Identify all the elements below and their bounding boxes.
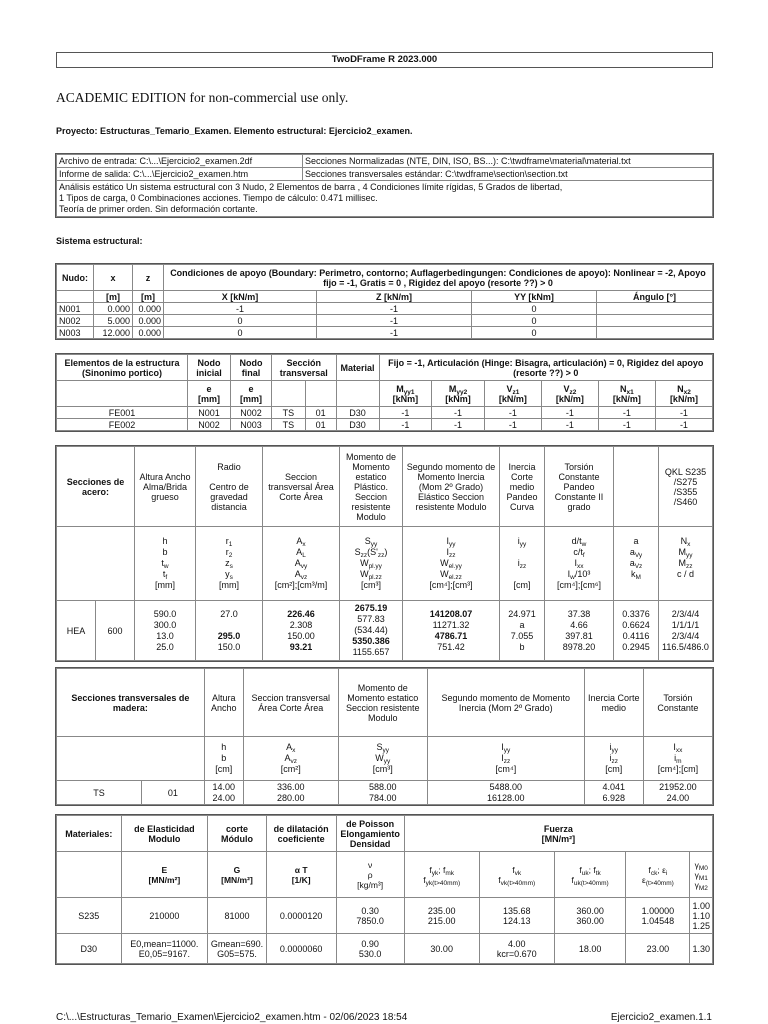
unit-my1: M bbox=[396, 383, 404, 394]
unit-knm: [kNm] bbox=[392, 393, 419, 404]
steel-data-row bbox=[57, 601, 713, 661]
col-nodo-final: Nodo final bbox=[231, 355, 272, 381]
section-name: TS bbox=[57, 781, 142, 805]
unit-kn: [kN/m] bbox=[669, 393, 698, 404]
sistema-heading: Sistema estructural: bbox=[56, 236, 143, 246]
unit-my2: M bbox=[448, 383, 457, 394]
radio-label: Radio bbox=[217, 461, 241, 472]
unit-cm4: [cm⁴] bbox=[495, 764, 517, 774]
cell: 295.0 bbox=[217, 630, 241, 641]
unit-nx1-sub: x1 bbox=[626, 388, 634, 396]
nodes-table bbox=[56, 264, 713, 339]
sym-alpha: α T bbox=[294, 864, 308, 875]
cell: 81000 bbox=[208, 898, 267, 934]
unit-my2-sub: yy2 bbox=[456, 388, 468, 396]
footer-path: C:\...\Estructuras_Temario_Examen\Ejercicio2_examen.htm - 02/06/2023 18:54 bbox=[56, 1012, 408, 1023]
cell: N002 bbox=[231, 407, 272, 419]
unit-Z: Z [kN/m] bbox=[317, 291, 472, 303]
cell: 226.46 bbox=[287, 608, 315, 619]
cell: 0 bbox=[164, 327, 317, 339]
footer-page: Ejercicio2_examen.1.1 bbox=[610, 1012, 712, 1023]
unit-e: [MN/m²] bbox=[148, 874, 181, 885]
wood-sections-table bbox=[56, 668, 713, 805]
cell: 1.30 bbox=[690, 934, 713, 964]
cell: -1 bbox=[598, 407, 655, 419]
unit-nx2: N bbox=[677, 383, 684, 394]
cell: 0 bbox=[472, 303, 597, 315]
cell: 577.83 bbox=[357, 614, 385, 624]
cell: FE002 bbox=[57, 419, 188, 431]
cell: 18.00 bbox=[554, 934, 626, 964]
cell: 8978.20 bbox=[562, 641, 596, 652]
cell: 235.00 bbox=[427, 905, 456, 916]
cell: 1.00 bbox=[692, 900, 710, 911]
cell: (534.44) bbox=[354, 625, 388, 635]
cell: 7850.0 bbox=[356, 915, 384, 926]
col-corte: corte Módulo bbox=[208, 816, 267, 852]
node-row bbox=[57, 315, 713, 327]
cell: -1 bbox=[164, 303, 317, 315]
unit-rho: [kg/m³] bbox=[357, 879, 384, 890]
col-altura: Altura Ancho Alma/Brida grueso bbox=[135, 447, 196, 527]
unit-x: [m] bbox=[94, 291, 133, 303]
cell: -1 bbox=[317, 315, 472, 327]
sym-g: G bbox=[233, 864, 241, 875]
cell: -1 bbox=[379, 407, 432, 419]
cell: 784.00 bbox=[369, 792, 397, 803]
section-num: 01 bbox=[142, 781, 205, 805]
unit-mm: [mm] bbox=[219, 580, 239, 590]
cell: 37.38 bbox=[567, 608, 591, 619]
sym-rho: ρ bbox=[367, 869, 373, 880]
unit-cm: [cm] bbox=[513, 580, 531, 590]
cell: Gmean=690. bbox=[210, 938, 264, 949]
cell: 2675.19 bbox=[354, 603, 388, 613]
unit-e1-mm: [mm] bbox=[198, 393, 220, 404]
cell: D30 bbox=[336, 419, 379, 431]
cell: 24.00 bbox=[666, 792, 690, 803]
element-row bbox=[57, 407, 713, 419]
col-nudo: Nudo: bbox=[57, 265, 94, 291]
cell: 0.000 bbox=[94, 303, 133, 315]
cell: E0,mean=11000. bbox=[130, 938, 199, 949]
sym-nu: ν bbox=[368, 859, 373, 870]
unit-vz2-sub: z2 bbox=[569, 388, 577, 396]
cell: 397.81 bbox=[565, 630, 593, 641]
unit-cm2: [cm²];[cm³/m] bbox=[274, 580, 328, 590]
cell: -1 bbox=[484, 419, 541, 431]
col-x: x bbox=[94, 265, 133, 291]
cell: E0,05=9167. bbox=[138, 948, 191, 959]
cell: 93.21 bbox=[289, 641, 313, 652]
cell: 124.13 bbox=[502, 915, 531, 926]
unit-kn: [kN/m] bbox=[612, 393, 641, 404]
cell: 2.308 bbox=[289, 619, 313, 630]
material-row-s235 bbox=[57, 898, 713, 934]
col-material: Material bbox=[336, 355, 379, 381]
cell: N003 bbox=[231, 419, 272, 431]
unit-vz1: V bbox=[506, 383, 513, 394]
section-size: 600 bbox=[96, 601, 135, 661]
cell: -1 bbox=[317, 327, 472, 339]
cell: 300.0 bbox=[153, 619, 177, 630]
unit-cmt: [cm⁴];[cm] bbox=[657, 764, 699, 774]
col-condiciones: Condiciones de apoyo (Boundary: Perimetro, contorno; Auflagerbedingungen: Condiciones de apoyo): Nonlinear = -2, Apoyo fijo = -1, Gratis = 0 , Rigidez del apoyo (resorte ??) > 0 bbox=[164, 265, 713, 291]
cell: 116.5/486.0 bbox=[662, 641, 709, 652]
cell: -1 bbox=[484, 407, 541, 419]
cell: 4.00 bbox=[507, 938, 526, 949]
cell: 5488.00 bbox=[489, 781, 523, 792]
cell: 0.000 bbox=[133, 315, 164, 327]
cell: 0.0000060 bbox=[266, 934, 336, 964]
cell: 01 bbox=[305, 407, 336, 419]
unit-e2: e bbox=[248, 383, 254, 394]
cell: 24.971 bbox=[508, 608, 536, 619]
centro-label: Centro de gravedad distancia bbox=[209, 481, 249, 512]
node-row bbox=[57, 327, 713, 339]
cell bbox=[198, 620, 260, 631]
cell: 0 bbox=[472, 315, 597, 327]
cell: -1 bbox=[541, 407, 598, 419]
cell: 141208.07 bbox=[429, 608, 473, 619]
cell bbox=[597, 327, 713, 339]
col-poisson: de Poisson Elongamiento Densidad bbox=[336, 816, 404, 852]
cell: 4.041 bbox=[602, 781, 626, 792]
cell: 1.04548 bbox=[641, 915, 675, 926]
material-name: D30 bbox=[57, 934, 122, 964]
unit-X: X [kN/m] bbox=[164, 291, 317, 303]
cell: 4.66 bbox=[570, 619, 588, 630]
cell: 135.68 bbox=[502, 905, 531, 916]
unit-e1: e bbox=[206, 383, 212, 394]
cell: kcr=0.670 bbox=[496, 948, 537, 959]
cell: 24.00 bbox=[212, 792, 236, 803]
col-fuerza bbox=[404, 816, 712, 852]
cell: 590.0 bbox=[153, 608, 177, 619]
cell bbox=[597, 315, 713, 327]
materials-symbols-row: E [MN/m²] G [MN/m²] α T [1/K] ν ρ [kg/m³] $f_{yk}$; $f_{mk}$ $f_{yk(t>40mm)}$ $f_{vk}$ $f_{vk(t>40mm)}$ $f_{uk}$; $f_{tk}$ $f_{uk(t>40mm)}$ $f_{ck}$; $\varepsilon_i$ $\varepsilon_{(t>40mm)}$ $\gamma_{M0}$ $\gamma_{M1}$ $\gamma_{M2}$ bbox=[57, 852, 713, 898]
cell: 30.00 bbox=[404, 934, 479, 964]
cell: 21952.00 bbox=[659, 781, 697, 792]
col-area: Seccion transversal Área Corte Área bbox=[263, 447, 340, 527]
col-momento: Momento de Momento estatico Seccion resistente Modulo bbox=[338, 669, 427, 737]
project-line: Proyecto: Estructuras_Temario_Examen. Elemento estructural: Ejercicio2_examen. bbox=[56, 126, 413, 136]
analysis-line-2: 1 Tipos de carga, 0 Combinaciones acciones. Tiempo de cálculo: 0.471 millisec. bbox=[59, 193, 378, 203]
cell: 1.00000 bbox=[641, 905, 675, 916]
cell bbox=[597, 303, 713, 315]
elements-table bbox=[56, 354, 713, 431]
cell: 0.3376 bbox=[622, 608, 650, 619]
cell: 150.0 bbox=[217, 641, 241, 652]
cell: -1 bbox=[432, 419, 485, 431]
unit-nx1: N bbox=[620, 383, 627, 394]
cell: 360.00 bbox=[576, 905, 604, 916]
cell: 1.25 bbox=[692, 920, 710, 931]
wood-symbols-row: h b [cm] $A_x$ $A_{vz}$ [cm²] $S_{yy}$ $W_{yy}$ [cm³] $I_{yy}$ $I_{zz}$ [cm⁴] $i_{yy}$ $i_{zz}$ [cm] $I_{xx}$ $i_m$ [cm⁴];[cm] bbox=[57, 737, 713, 781]
unit-cm2: [cm²] bbox=[280, 764, 301, 774]
col-secciones-acero: Secciones de acero: bbox=[57, 447, 135, 527]
cell: -1 bbox=[541, 419, 598, 431]
cell: 336.00 bbox=[277, 781, 305, 792]
cell: 11271.32 bbox=[432, 619, 470, 630]
fuerza-unit: [MN/m²] bbox=[541, 833, 576, 844]
output-file: Informe de salida: C:\...\Ejercicio2_examen.htm bbox=[57, 168, 303, 181]
cell: 2/3/4/4 bbox=[671, 608, 700, 619]
cell: N003 bbox=[57, 327, 94, 339]
unit-cm3: [cm³] bbox=[361, 580, 381, 590]
cell: 13.0 bbox=[156, 630, 174, 641]
steel-sections-table bbox=[56, 446, 713, 661]
cell: 215.00 bbox=[427, 915, 456, 926]
cell: 0 bbox=[472, 327, 597, 339]
unit-g: [MN/m²] bbox=[221, 874, 253, 885]
unit-angle: Ángulo [°] bbox=[597, 291, 713, 303]
unit-my1-sub: yy1 bbox=[403, 388, 415, 396]
cell: 5350.386 bbox=[352, 636, 390, 646]
unit-knm: [kNm] bbox=[445, 393, 471, 404]
unit-YY: YY [kNm] bbox=[472, 291, 597, 303]
col-elementos: Elementos de la estructura (Sinonimo portico) bbox=[57, 355, 188, 381]
cell: 7.055 bbox=[510, 630, 534, 641]
cell: 6.928 bbox=[602, 792, 626, 803]
col-secciones-madera: Secciones transversales de madera: bbox=[57, 669, 205, 737]
cell: TS bbox=[272, 407, 306, 419]
cell: -1 bbox=[598, 419, 655, 431]
col-nodo-inicial: Nodo inicial bbox=[188, 355, 231, 381]
cell: 0.30 bbox=[361, 905, 379, 916]
wood-data-row bbox=[57, 781, 713, 805]
cell: 2/3/4/4 bbox=[671, 630, 700, 641]
cell: 150.00 bbox=[287, 630, 315, 641]
col-torsion: Torsión Constante bbox=[643, 669, 712, 737]
cell: 1/1/1/1 bbox=[671, 619, 700, 630]
material-name: S235 bbox=[57, 898, 122, 934]
cell: 0.000 bbox=[133, 303, 164, 315]
cell: 1155.657 bbox=[352, 647, 390, 657]
cell: 16128.00 bbox=[487, 792, 525, 803]
analysis-line-1: Análisis estático Un sistema estructural con 3 Nudo, 2 Elementos de barra , 4 Condiciones límite rígidas, 5 Grados de libertad, bbox=[59, 182, 563, 192]
cell: -1 bbox=[379, 419, 432, 431]
col-torsion: Torsión Constante Pandeo Constante II grado bbox=[545, 447, 614, 527]
steel-symbols-row: h b $t_w$ $t_f$ [mm] $r_1$ $r_2$ $z_s$ $y_s$ [mm] $A_x$ $A_L$ $A_{vy}$ $A_{vz}$ [cm²];[cm³/m] $S_{yy}$ $S_{zz}(S'_{zz})$ $W_{pl.yy}$ $W_{pl.zz}$ [cm³] $I_{yy}$ $I_{zz}$ $W_{el.yy}$ $W_{el.zz}$ [cm⁴];[cm³] $i_{yy}$ $i_{zz}$ [cm] $d/t_w$ $c/t_f$ $I_{xx}$ $I_w/10^3$ [cm⁴];[cm⁶] a $a_{Vy}$ $a_{Vz}$ $k_M$ $N_x$ $M_{yy}$ $M_{zz}$ c / d bbox=[57, 527, 713, 601]
cell: 23.00 bbox=[626, 934, 690, 964]
cell: -1 bbox=[655, 407, 712, 419]
unit-cm: [cm] bbox=[605, 764, 623, 774]
cell: -1 bbox=[655, 419, 712, 431]
col-qkl: QKL S235 /S275 /S355 /S460 bbox=[659, 447, 713, 527]
col-elasticidad: de Elasticidad Modulo bbox=[121, 816, 207, 852]
cell: a bbox=[519, 619, 525, 630]
cell: 280.00 bbox=[277, 792, 305, 803]
cell: 588.00 bbox=[369, 781, 397, 792]
col-z: z bbox=[133, 265, 164, 291]
unit-kn: [kN/m] bbox=[555, 393, 584, 404]
col-seccion: Sección transversal bbox=[272, 355, 337, 381]
col-fijo: Fijo = -1, Articulación (Hinge: Bisagra, articulación) = 0, Rigidez del apoyo (resorte ??) > 0 bbox=[379, 355, 712, 381]
cell: 25.0 bbox=[156, 641, 174, 652]
col-inercia: Inercia Corte medio bbox=[584, 669, 643, 737]
cell: 12.000 bbox=[94, 327, 133, 339]
col-dilatacion: de dilatación coeficiente bbox=[266, 816, 336, 852]
cell: N002 bbox=[57, 315, 94, 327]
unit-nx2-sub: x2 bbox=[683, 388, 691, 396]
cell: FE001 bbox=[57, 407, 188, 419]
cell: 0.0000120 bbox=[266, 898, 336, 934]
cell: N001 bbox=[57, 303, 94, 315]
fuerza-label: Fuerza bbox=[543, 823, 573, 834]
unit-cm6: [cm⁴];[cm⁶] bbox=[556, 580, 602, 590]
cell: 5.000 bbox=[94, 315, 133, 327]
unit-vz2: V bbox=[563, 383, 570, 394]
unit-alpha: [1/K] bbox=[291, 874, 311, 885]
unit-e2-mm: [mm] bbox=[240, 393, 262, 404]
section-name: HEA bbox=[57, 601, 96, 661]
input-file: Archivo de entrada: C:\...\Ejercicio2_examen.2df bbox=[57, 155, 303, 168]
cell: 27.0 bbox=[220, 608, 238, 619]
std-sections-file: Secciones transversales estándar: C:\twdframe\section\section.txt bbox=[303, 168, 713, 181]
col-area: Seccion transversal Área Corte Área bbox=[243, 669, 338, 737]
cell: TS bbox=[272, 419, 306, 431]
material-row-d30 bbox=[57, 934, 713, 964]
unit-cm4: [cm⁴];[cm³] bbox=[429, 580, 473, 590]
unit-z: [m] bbox=[133, 291, 164, 303]
cell: 01 bbox=[305, 419, 336, 431]
cell: 751.42 bbox=[437, 641, 465, 652]
col-inercia: Inercia Corte medio Pandeo Curva bbox=[500, 447, 545, 527]
cell: D30 bbox=[336, 407, 379, 419]
files-table bbox=[56, 154, 713, 217]
analysis-line-3: Teoría de primer orden. Sin deformación cortante. bbox=[59, 204, 258, 214]
cell: b bbox=[519, 641, 525, 652]
col-altura: Altura Ancho bbox=[204, 669, 243, 737]
cell: 360.00 bbox=[576, 915, 604, 926]
materials-table bbox=[56, 815, 713, 964]
cell: 1.10 bbox=[692, 910, 710, 921]
col-momento: Momento de Momento estatico Plástico. Seccion resistente Modulo bbox=[340, 447, 403, 527]
unit-mm: [mm] bbox=[155, 580, 175, 590]
cell: 0.90 bbox=[361, 938, 379, 949]
col-segundo: Segundo momento de Momento Inercia (Mom 2º Grado) bbox=[427, 669, 584, 737]
cell: 0.2945 bbox=[622, 641, 650, 652]
cell: G05=575. bbox=[217, 948, 257, 959]
report-title: TwoDFrame R 2023.000 bbox=[56, 52, 713, 68]
col-materiales: Materiales: bbox=[57, 816, 122, 852]
sym-e: E bbox=[161, 864, 168, 875]
cell: 530.0 bbox=[358, 948, 382, 959]
cell: 0 bbox=[164, 315, 317, 327]
academic-notice: ACADEMIC EDITION for non-commercial use only. bbox=[56, 90, 349, 105]
cell: 14.00 bbox=[212, 781, 236, 792]
cell: 0.4116 bbox=[622, 630, 650, 641]
unit-vz1-sub: z1 bbox=[512, 388, 520, 396]
cell: -1 bbox=[432, 407, 485, 419]
cell: 210000 bbox=[121, 898, 207, 934]
cell: 4786.71 bbox=[434, 630, 468, 641]
norm-sections-file: Secciones Normalizadas (NTE, DIN, ISO, BS...): C:\twdframe\material\material.txt bbox=[303, 155, 713, 168]
cell: -1 bbox=[317, 303, 472, 315]
col-segundo: Segundo momento de Momento Inercia (Mom 2º Grado) Elástico Seccion resistente Modulo bbox=[403, 447, 500, 527]
cell: N001 bbox=[188, 407, 231, 419]
unit-cm3: [cm³] bbox=[372, 764, 393, 774]
unit-cm: [cm] bbox=[215, 764, 233, 774]
unit-kn: [kN/m] bbox=[498, 393, 527, 404]
cell: 0.6624 bbox=[622, 619, 650, 630]
col-radio bbox=[196, 447, 263, 527]
element-row bbox=[57, 419, 713, 431]
node-row bbox=[57, 303, 713, 315]
cell: N002 bbox=[188, 419, 231, 431]
cell: 0.000 bbox=[133, 327, 164, 339]
